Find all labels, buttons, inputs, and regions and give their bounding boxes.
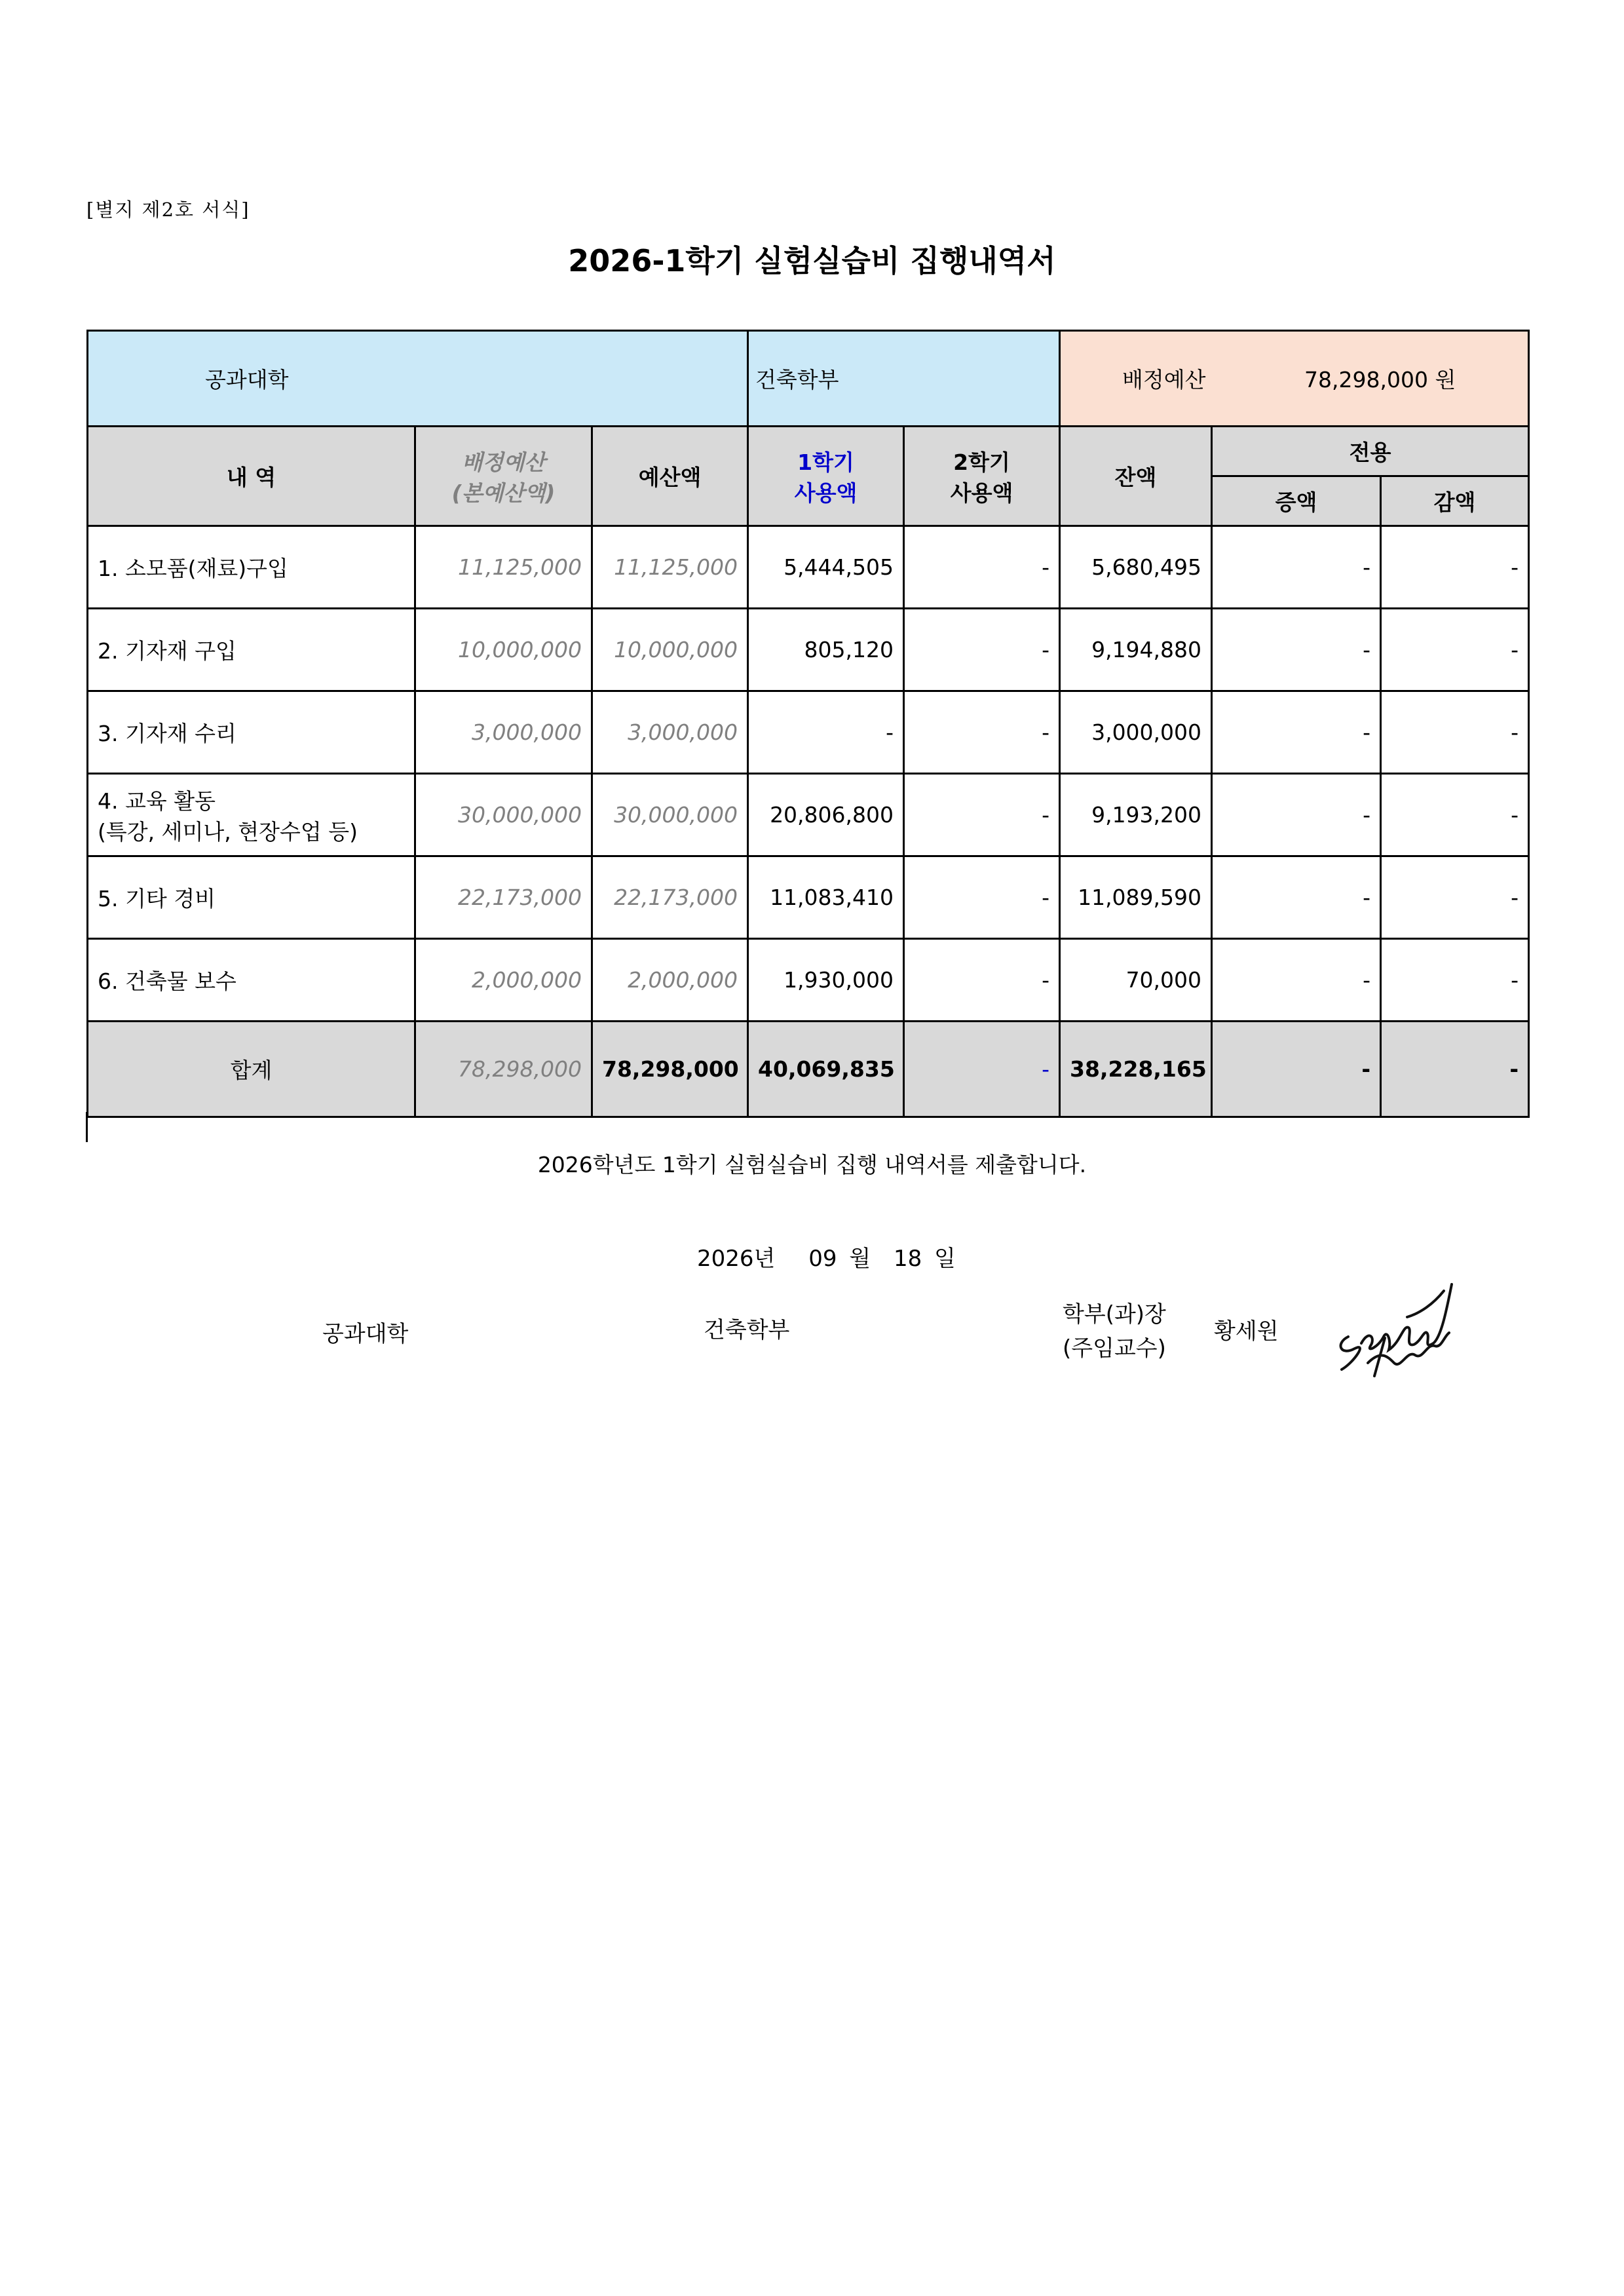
col-sem2-header: 2학기 사용액: [904, 427, 1060, 526]
total-sem1: 40,069,835: [748, 1022, 904, 1117]
row-decrease: -: [1381, 856, 1529, 939]
row-sem1: 1,930,000: [748, 939, 904, 1022]
row-budget: 3,000,000: [592, 691, 748, 774]
row-sem1: 11,083,410: [748, 856, 904, 939]
row-sem2: -: [904, 939, 1060, 1022]
row-increase: -: [1212, 691, 1381, 774]
row-increase: -: [1212, 526, 1381, 609]
row-item: 6. 건축물 보수: [88, 939, 415, 1022]
row-item: 2. 기자재 구입: [88, 609, 415, 691]
row-sem1: -: [748, 691, 904, 774]
table-row: [88, 691, 1529, 774]
total-increase: -: [1212, 1022, 1381, 1117]
row-sem1: 805,120: [748, 609, 904, 691]
table-row: [88, 856, 1529, 939]
col-allocated-header: 배정예산 (본예산액): [415, 427, 592, 526]
row-sem2: -: [904, 774, 1060, 856]
row-sem2: -: [904, 691, 1060, 774]
row-balance: 9,194,880: [1060, 609, 1212, 691]
row-decrease: -: [1381, 691, 1529, 774]
row-decrease: -: [1381, 526, 1529, 609]
table-row: [88, 939, 1529, 1022]
submission-statement: 2026학년도 1학기 실험실습비 집행 내역서를 제출합니다.: [537, 1152, 1087, 1177]
row-balance: 70,000: [1060, 939, 1212, 1022]
date-year: 2026년: [697, 1246, 776, 1272]
row-decrease: -: [1381, 609, 1529, 691]
total-budget: 78,298,000: [592, 1022, 748, 1117]
row-budget: 2,000,000: [592, 939, 748, 1022]
col-item-header: 내 역: [88, 427, 415, 526]
row-sem1: 5,444,505: [748, 526, 904, 609]
row-increase: -: [1212, 856, 1381, 939]
row-balance: 9,193,200: [1060, 774, 1212, 856]
signature-college: 공과대학: [322, 1321, 409, 1347]
row-allocated: 3,000,000: [415, 691, 592, 774]
row-item: 5. 기타 경비: [88, 856, 415, 939]
row-increase: -: [1212, 774, 1381, 856]
table-row: [88, 526, 1529, 609]
col-sem1-header: 1학기 사용액: [748, 427, 904, 526]
table-row: [88, 774, 1529, 856]
date-day: 18: [893, 1246, 922, 1272]
table-edge-line: [86, 1112, 88, 1142]
row-increase: -: [1212, 939, 1381, 1022]
row-balance: 3,000,000: [1060, 691, 1212, 774]
row-item: 3. 기자재 수리: [88, 691, 415, 774]
row-increase: -: [1212, 609, 1381, 691]
allocated-budget-cell: [1060, 331, 1529, 427]
submission-date: 2026년 09 월 18 일: [697, 1246, 956, 1272]
row-budget: 30,000,000: [592, 774, 748, 856]
row-sem2: -: [904, 609, 1060, 691]
row-decrease: -: [1381, 939, 1529, 1022]
row-balance: 11,089,590: [1060, 856, 1212, 939]
form-number: [별지 제2호 서식]: [86, 199, 250, 221]
college-cell: 공과대학: [88, 331, 748, 427]
total-label: 합계: [88, 1022, 415, 1117]
document-title: 2026-1학기 실험실습비 집행내역서: [568, 243, 1056, 278]
total-sem2: -: [904, 1022, 1060, 1117]
col-transfer-header: 전용: [1212, 427, 1529, 476]
allocated-budget-label: 배정예산: [1122, 367, 1206, 392]
signature-role: 학부(과)장 (주임교수): [1063, 1301, 1166, 1362]
total-decrease: -: [1381, 1022, 1529, 1117]
date-month: 09: [808, 1246, 837, 1272]
row-allocated: 10,000,000: [415, 609, 592, 691]
row-sem1: 20,806,800: [748, 774, 904, 856]
total-balance: 38,228,165: [1060, 1022, 1212, 1117]
row-allocated: 11,125,000: [415, 526, 592, 609]
handwritten-signature: [1329, 1265, 1460, 1379]
signature-department: 건축학부: [704, 1317, 790, 1343]
total-allocated: 78,298,000: [415, 1022, 592, 1117]
row-budget: 10,000,000: [592, 609, 748, 691]
row-decrease: -: [1381, 774, 1529, 856]
col-balance-header: 잔액: [1060, 427, 1212, 526]
department-cell: 건축학부: [748, 331, 1060, 427]
expense-table: [86, 330, 1530, 1118]
row-allocated: 22,173,000: [415, 856, 592, 939]
row-budget: 22,173,000: [592, 856, 748, 939]
col-increase-header: 증액: [1212, 476, 1381, 526]
table-row: [88, 609, 1529, 691]
total-row: [88, 1022, 1529, 1117]
signature-name: 황세원: [1214, 1318, 1279, 1345]
allocated-budget-value: 78,298,000 원: [1304, 367, 1456, 392]
row-item: 1. 소모품(재료)구입: [88, 526, 415, 609]
table-header-info-row: [88, 331, 1529, 427]
row-sem2: -: [904, 526, 1060, 609]
row-allocated: 2,000,000: [415, 939, 592, 1022]
row-sem2: -: [904, 856, 1060, 939]
col-decrease-header: 감액: [1381, 476, 1529, 526]
row-budget: 11,125,000: [592, 526, 748, 609]
col-budget-header: 예산액: [592, 427, 748, 526]
row-balance: 5,680,495: [1060, 526, 1212, 609]
column-header-row: [88, 427, 1529, 476]
row-item: 4. 교육 활동 (특강, 세미나, 현장수업 등): [88, 774, 415, 856]
row-allocated: 30,000,000: [415, 774, 592, 856]
